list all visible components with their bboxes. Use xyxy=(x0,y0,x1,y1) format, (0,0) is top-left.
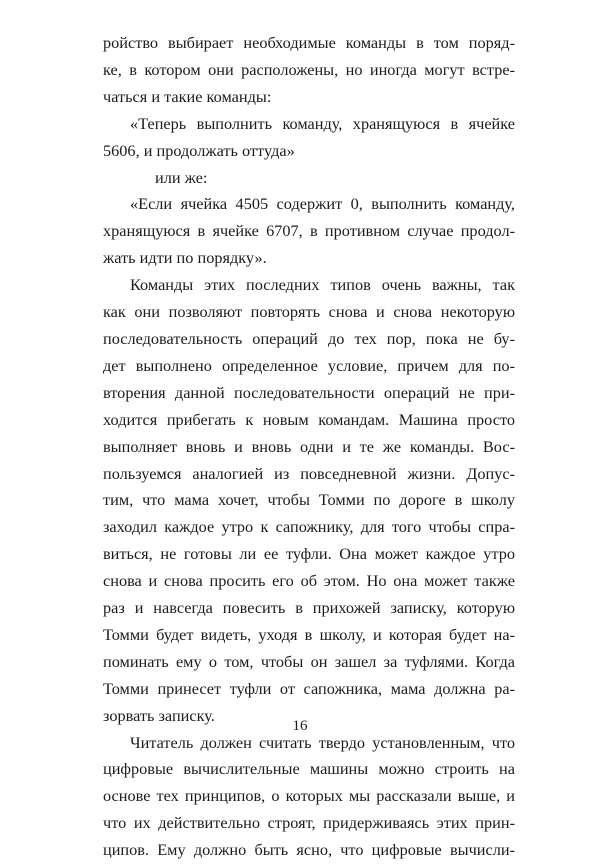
quote-line: 5606, и продолжать оттуда» xyxy=(103,140,295,160)
paragraph-line: ципов. Ему должно быть ясно, что цифровые вычисли- xyxy=(103,840,515,860)
paragraph-line: Томми будет видеть, уходя в школу, и которая будет на- xyxy=(103,624,515,644)
quote-line: «Если ячейка 4505 содержит 0, выполнить команду, xyxy=(130,194,515,214)
paragraph-line: поминать ему о том, чтобы он зашел за туфлями. Когда xyxy=(103,651,515,671)
paragraph-line: Томми принесет туфли от сапожника, мама должна ра- xyxy=(103,678,515,698)
quote-line: хранящуюся в ячейке 6707, в противном случае продол- xyxy=(103,221,515,241)
paragraph-line: Читатель должен считать твердо установленным, что xyxy=(130,732,515,752)
page-number: 16 xyxy=(292,718,308,734)
paragraph-line: заходил каждое утро к сапожнику, для того чтобы спра- xyxy=(103,517,515,537)
paragraph-line: выполняет вновь и вновь одни и те же команды. Вос- xyxy=(103,436,515,456)
paragraph-line: дет выполнено определенное условие, причем для по- xyxy=(103,355,515,375)
paragraph-line: последовательность операций до тех пор, пока не бу- xyxy=(103,328,515,348)
paragraph-line: снова и снова просить его об этом. Но она может также xyxy=(103,571,515,591)
paragraph-line: виться, не готовы ли ее туфли. Она может каждое утро xyxy=(103,544,515,564)
paragraph-line: тим, что мама хочет, чтобы Томми по дороге в школу xyxy=(103,490,515,510)
paragraph-line: пользуемся аналогией из повседневной жизни. Допус- xyxy=(103,463,515,483)
paragraph-line: как они позволяют повторять снова и снова некоторую xyxy=(103,302,515,322)
quote-line: «Теперь выполнить команду, хранящуюся в ячейке xyxy=(130,113,515,133)
text-line: или же: xyxy=(155,167,208,187)
quote-line: жать идти по порядку». xyxy=(103,248,267,268)
paragraph-line: Команды этих последних типов очень важны, так xyxy=(130,275,515,295)
text-line: чаться и такие команды: xyxy=(103,86,272,106)
paragraph-line: ходится прибегать к новым командам. Машина просто xyxy=(103,409,515,429)
text-line: ройство выбирает необходимые команды в том поряд- xyxy=(103,33,515,52)
paragraph-line: вторения данной последовательности операций не при- xyxy=(103,382,515,402)
paragraph-line: зорвать записку. xyxy=(103,705,215,725)
page-text xyxy=(103,30,515,864)
paragraph-line: что их действительно строят, придерживаясь этих прин- xyxy=(103,813,515,833)
paragraph-line: основе тех принципов, о которых мы рассказали выше, и xyxy=(103,786,515,806)
paragraph-line: цифровые вычислительные машины можно строить на xyxy=(103,759,515,779)
text-line: ке, в котором они расположены, но иногда могут встре- xyxy=(103,59,515,79)
paragraph-line: раз и навсегда повесить в прихожей записку, которую xyxy=(103,598,515,618)
